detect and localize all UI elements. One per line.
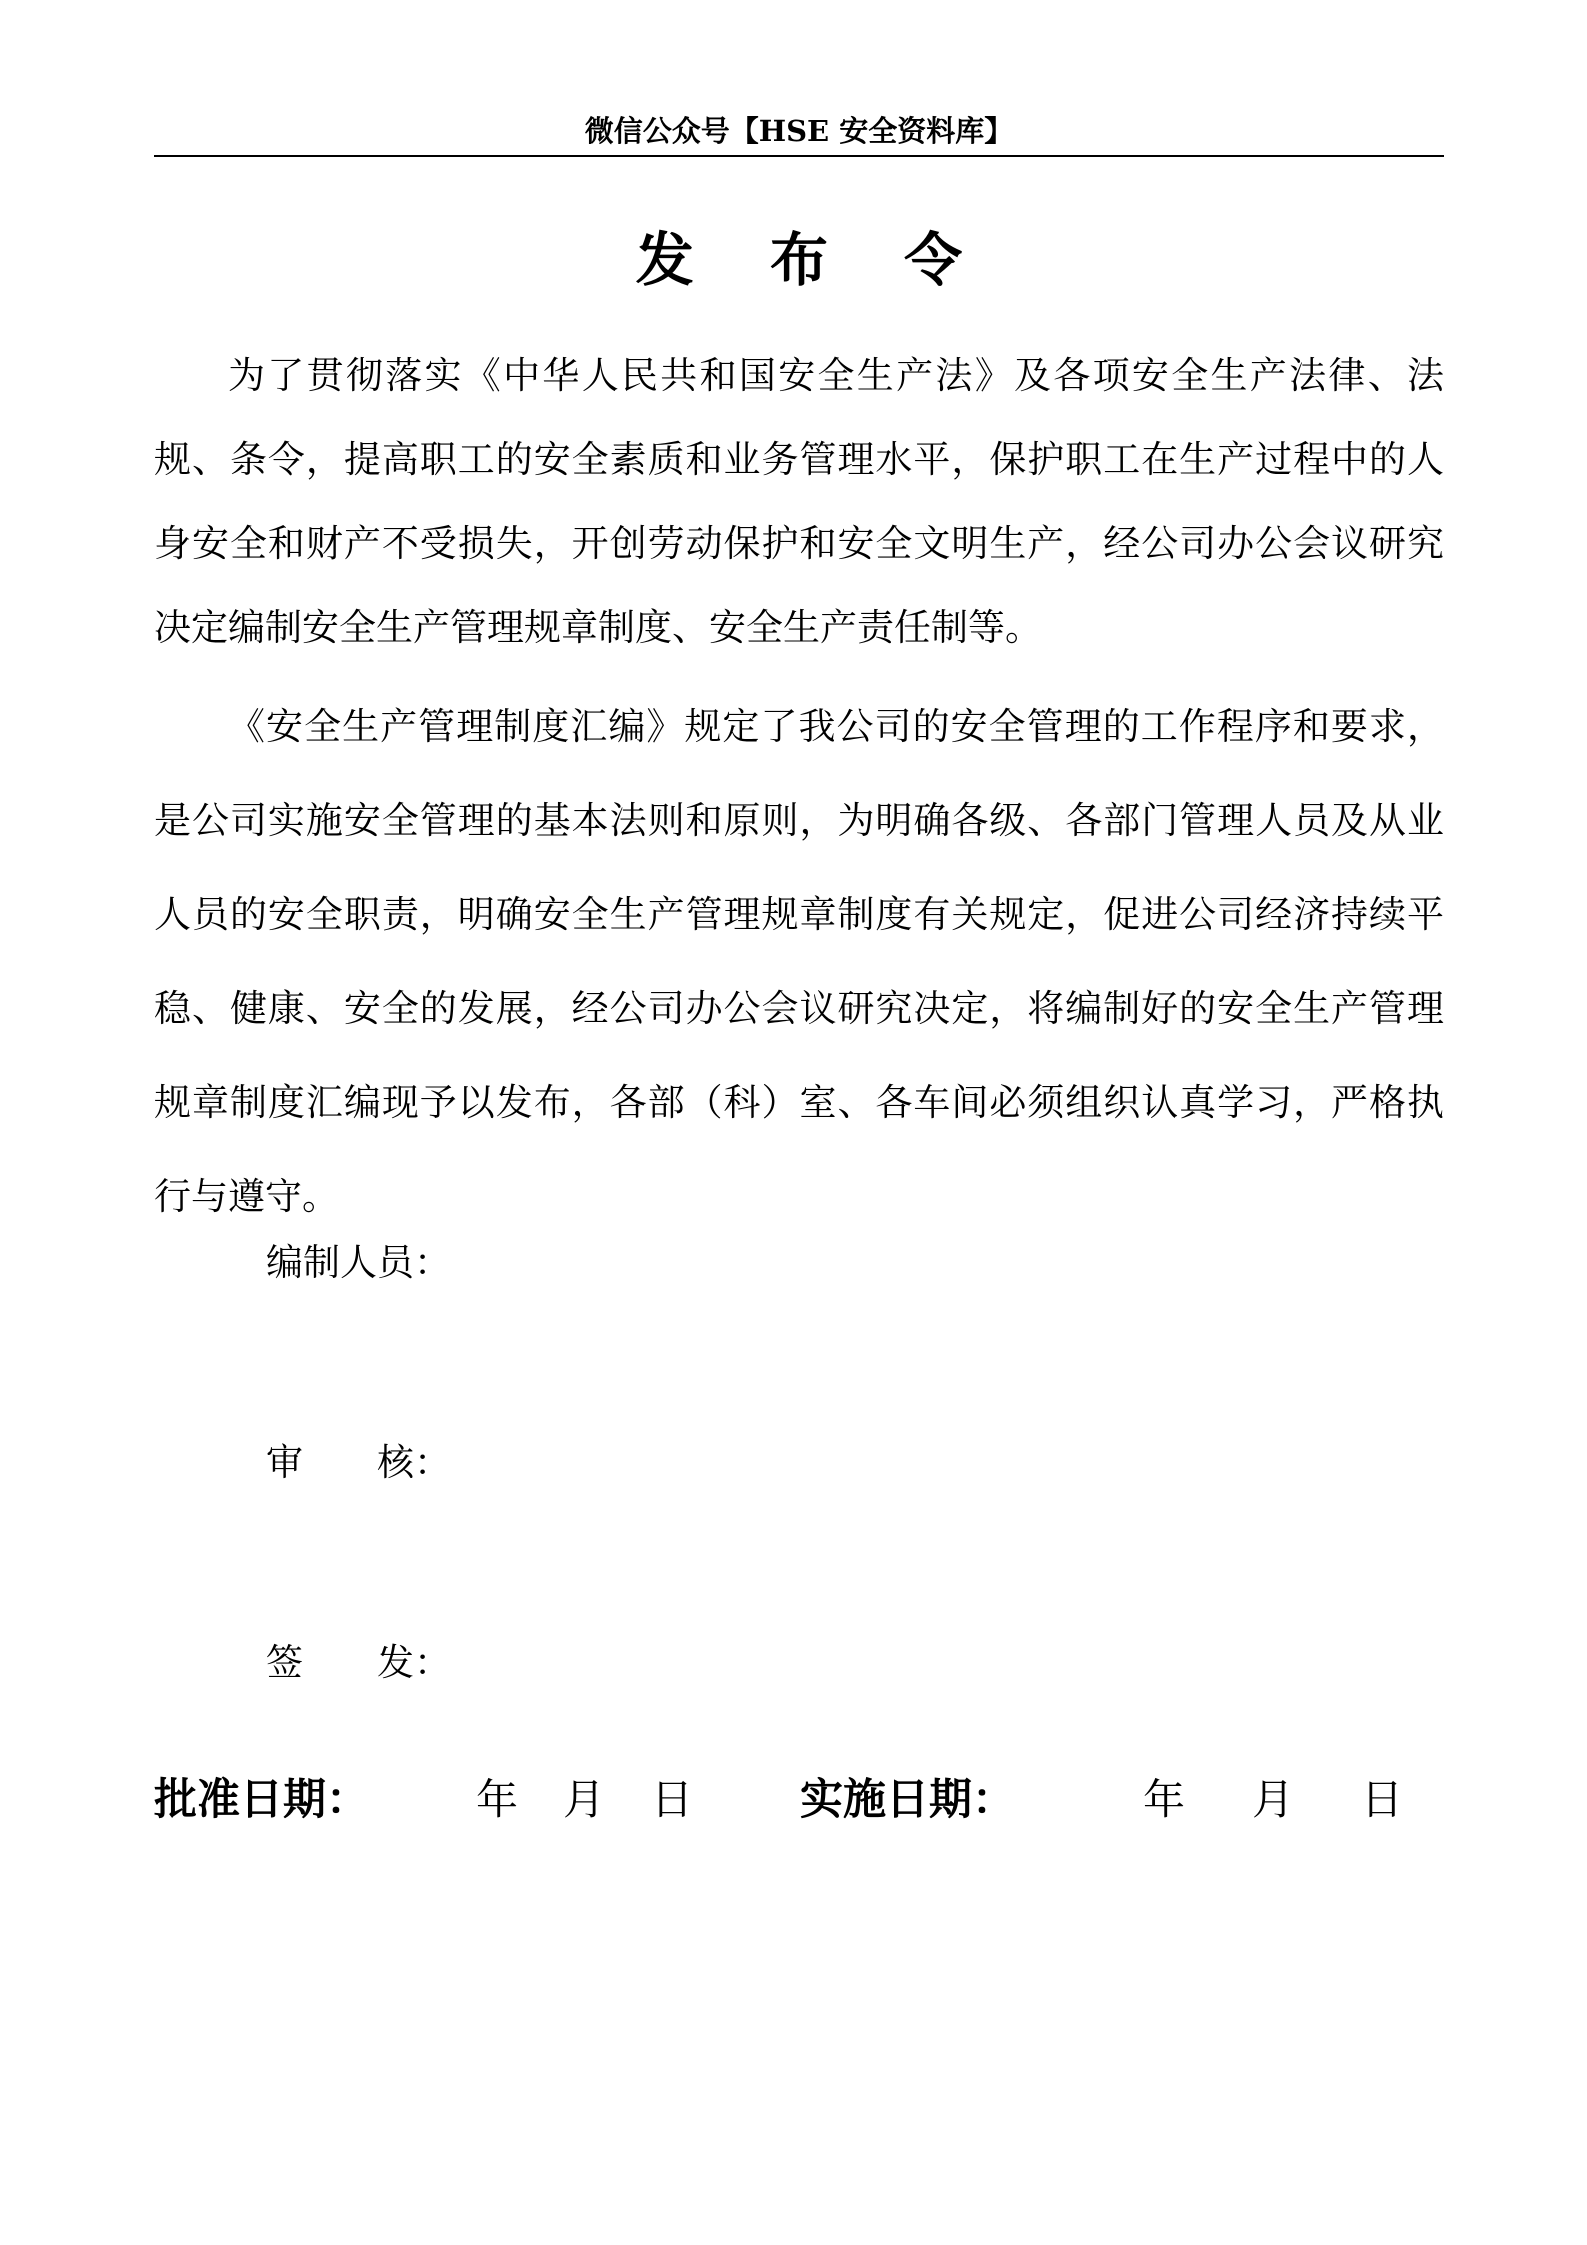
compiler-label: 编制人员： bbox=[266, 1241, 451, 1284]
approval-year: 年 bbox=[476, 1775, 519, 1824]
document-title: 发 布 令 bbox=[635, 226, 991, 294]
approval-month: 月 bbox=[563, 1775, 606, 1824]
effective-month: 月 bbox=[1252, 1775, 1295, 1824]
approval-day: 日 bbox=[651, 1775, 694, 1824]
effective-day: 日 bbox=[1361, 1775, 1404, 1824]
reviewer-label: 审 核： bbox=[266, 1441, 451, 1484]
effective-year: 年 bbox=[1143, 1775, 1186, 1824]
approval-date-label: 批准日期： bbox=[154, 1775, 369, 1825]
issuer-label: 签 发： bbox=[266, 1641, 451, 1684]
effective-date-label: 实施日期： bbox=[800, 1775, 1015, 1825]
header-divider bbox=[154, 155, 1444, 157]
paragraph-1: 为了贯彻落实《中华人民共和国安全生产法》及各项安全生产法律、法规、条令，提高职工的安全素质和业务管理水平，保护职工在生产过程中的人身安全和财产不受损失，开创劳动保护和安全文明生产，经公司办公会议研究决定编制安全生产管理规章制度、安全生产责任制等。 bbox=[154, 354, 1444, 649]
paragraph-2: 《安全生产管理制度汇编》规定了我公司的安全管理的工作程序和要求，是公司实施安全管理的基本法则和原则，为明确各级、各部门管理人员及从业人员的安全职责，明确安全生产管理规章制度有关规定，促进公司经济持续平稳、健康、安全的发展，经公司办公会议研究决定，将编制好的安全生产管理规章制度汇编现予以发布，各部（科）室、各车间必须组织认真学习，严格执行与遵守。 bbox=[154, 705, 1444, 1218]
page-header: 微信公众号【HSE 安全资料库】 bbox=[584, 114, 1014, 148]
date-row bbox=[0, 1770, 1587, 1830]
